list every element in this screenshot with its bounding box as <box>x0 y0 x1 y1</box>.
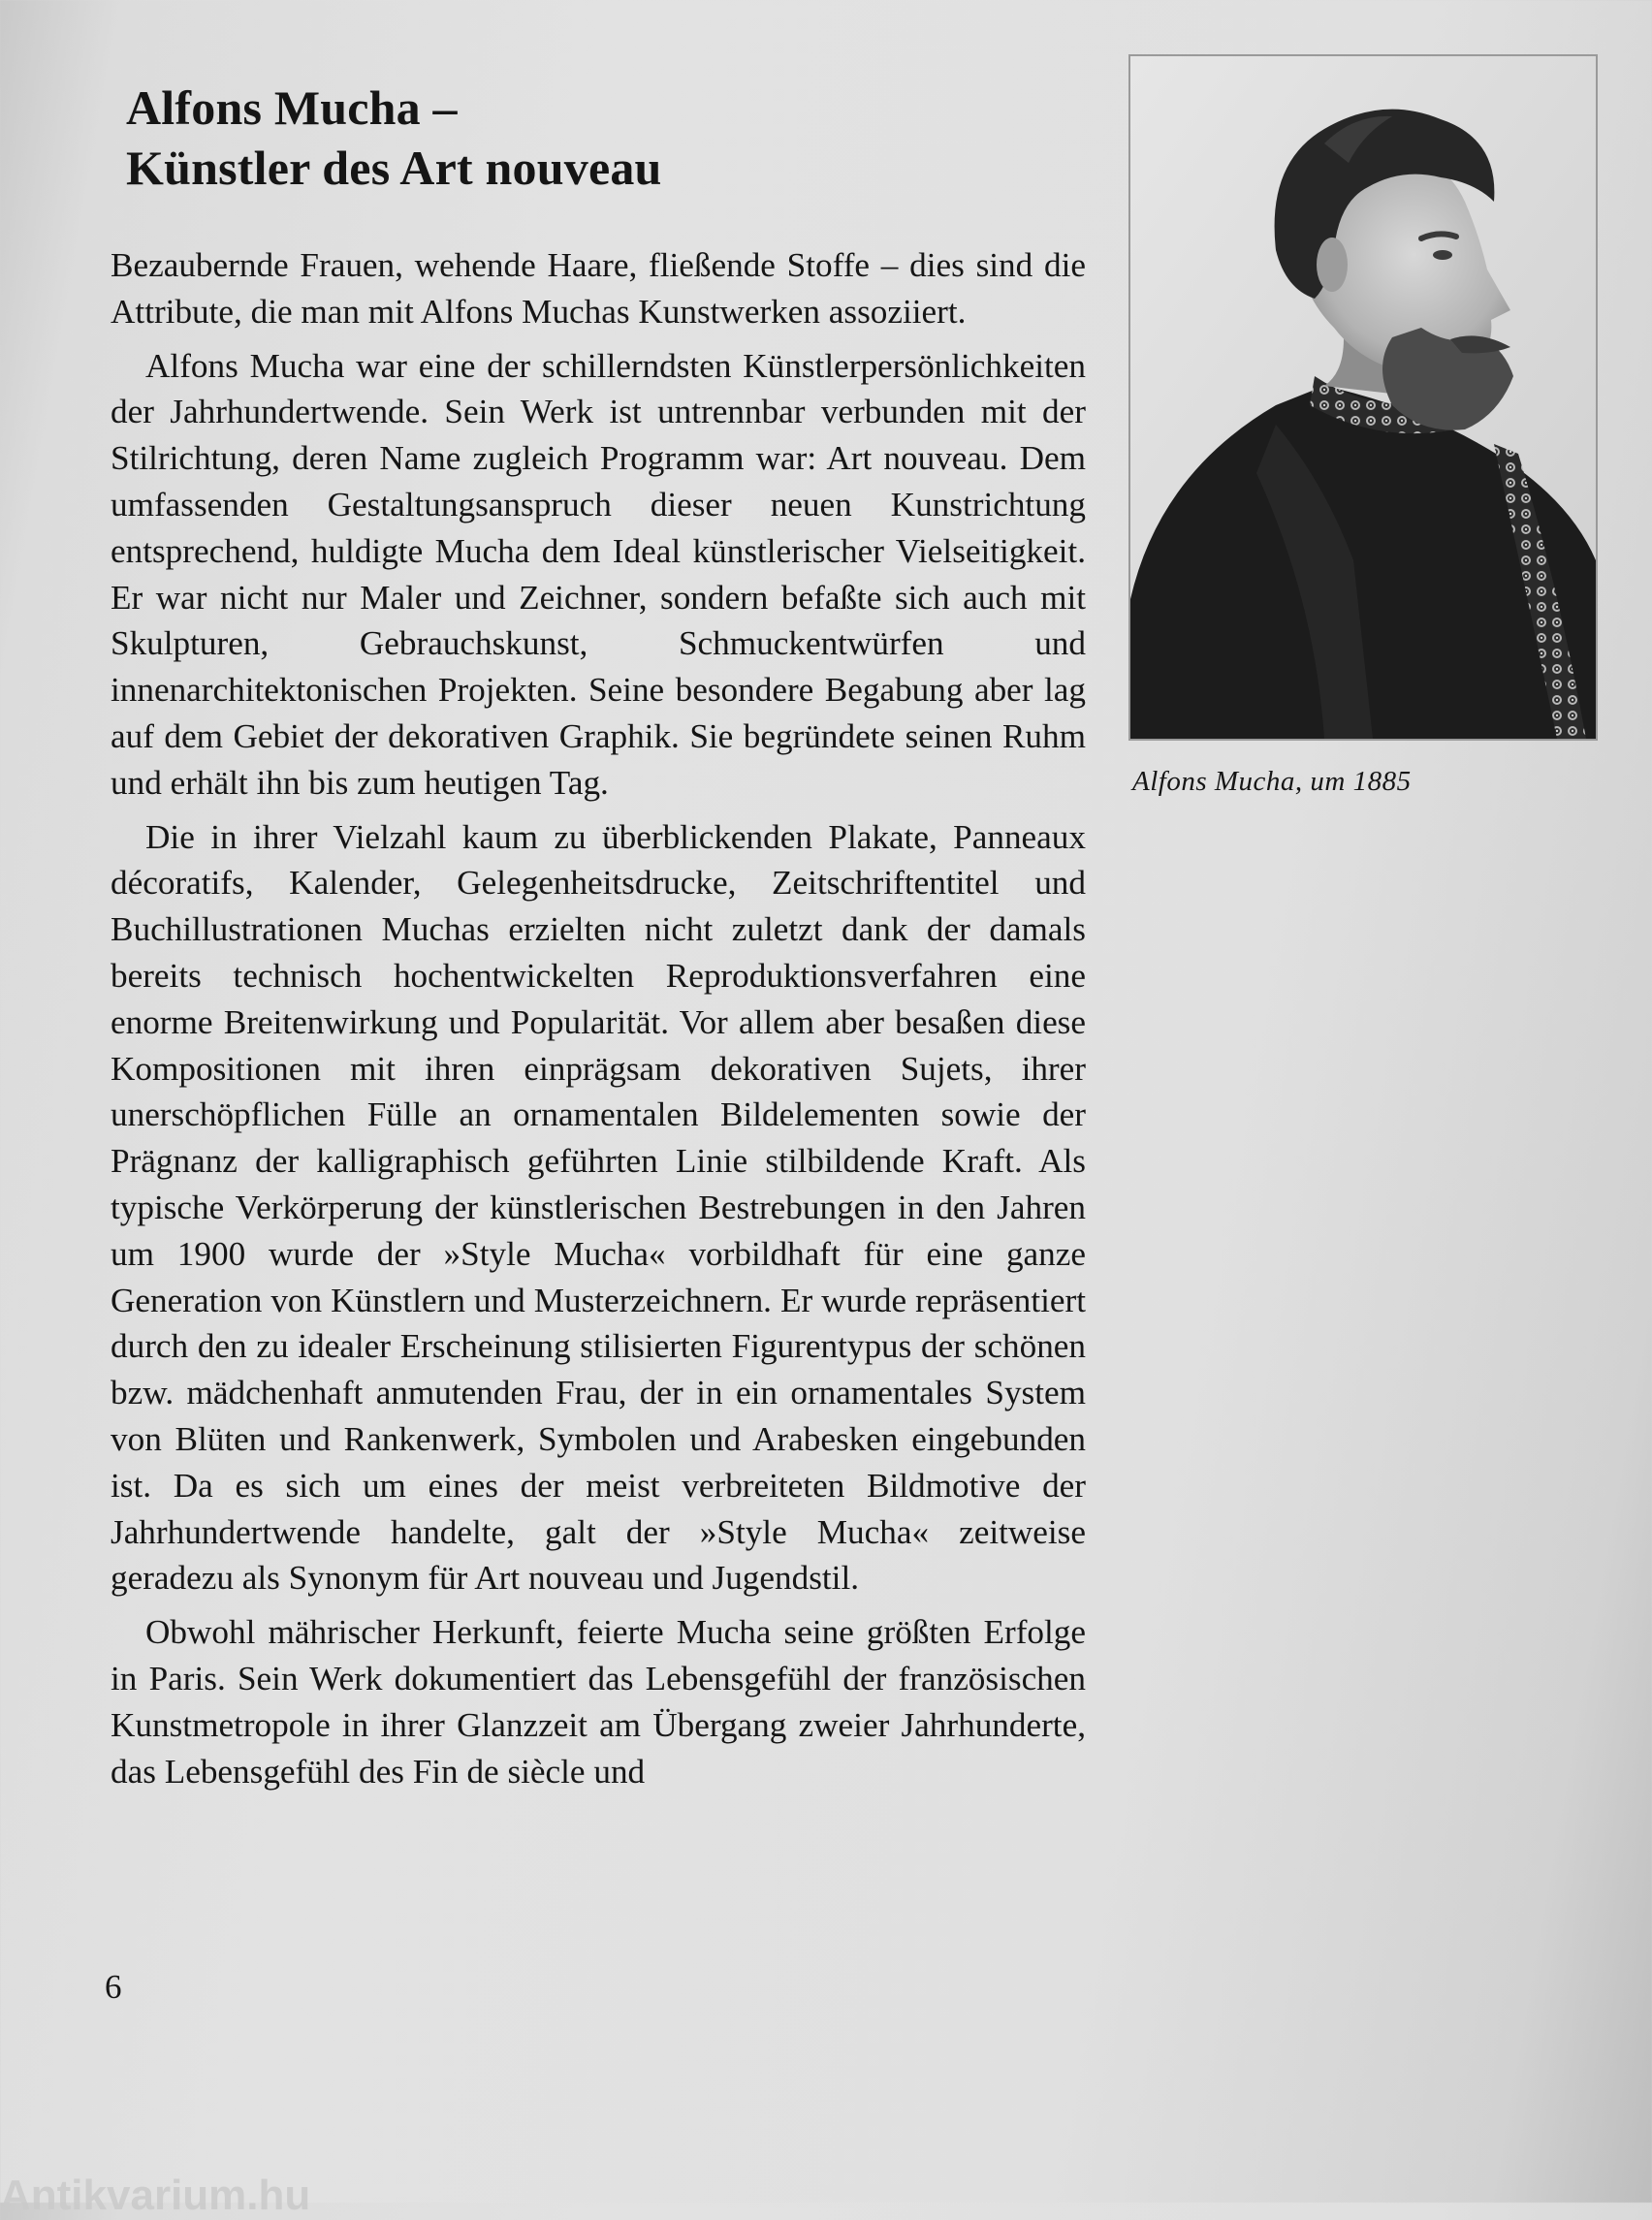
paragraph-3: Die in ihrer Vielzahl kaum zu überblickenden Plakate, Panneaux décoratifs, Kalender, Gelegenheitsdrucke, Zeitschriftentitel und Buchillustrationen Muchas erzielten nicht zuletzt dank der damals bereits technisch hochentwickelten Reproduktionsverfahren eine enorme Breitenwirkung und Popularität. Vor allem aber besaßen diese Kompositionen mit ihren einprägsam dekorativen Sujets, ihrer unerschöpflichen Fülle an ornamentalen Bildelementen sowie der Prägnanz der kalligraphisch geführten Linie stilbildende Kraft. Als typische Verkörperung der künstlerischen Bestrebungen in den Jahren um 1900 wurde der »Style Mucha« vorbildhaft für eine ganze Generation von Künstlern und Musterzeichnern. Er wurde repräsentiert durch den zu idealer Erscheinung stilisierten Figurentypus der schönen bzw. mädchenhaft anmutenden Frau, der in ein ornamentales System von Blüten und Rankenwerk, Symbolen und Arabesken eingebunden ist. Da es sich um eines der meist verbreiteten Bildmotive der Jahrhundertwende handelte, galt der »Style Mucha« zeitweise geradezu als Synonym für Art nouveau und Jugendstil. <box>111 817 1086 1598</box>
watermark-text: Antikvarium.hu <box>0 2172 311 2219</box>
title-line-1: Alfons Mucha – <box>126 80 458 135</box>
photo-caption: Alfons Mucha, um 1885 <box>1132 766 1412 797</box>
paragraph-2: Alfons Mucha war eine der schillerndsten Künstlerpersönlichkeiten der Jahrhundertwende. Sein Werk ist untrennbar verbunden mit der Stilrichtung, deren Name zugleich Programm war: Art nouveau. Dem umfassenden Gestaltungsanspruch dieser neuen Kunstrichtung entsprechend, huldigte Mucha dem Ideal künstlerischer Vielseitigkeit. Er war nicht nur Maler und Zeichner, sondern befaßte sich auch mit Skulpturen, Gebrauchskunst, Schmuckentwürfen und innenarchitektonischen Projekten. Seine besondere Begabung aber lag auf dem Gebiet der dekorativen Graphik. Sie begründete seinen Ruhm und erhält ihn bis zum heutigen Tag. <box>111 346 1086 802</box>
paragraph-1: Bezaubernde Frauen, wehende Haare, fließende Stoffe – dies sind die Attribute, die man mit Alfons Muchas Kunstwerken assoziiert. <box>111 246 1086 331</box>
article-body <box>111 242 1086 1802</box>
portrait-illustration <box>1130 56 1596 739</box>
page-number: 6 <box>105 1968 122 2006</box>
paragraph-4: Obwohl mährischer Herkunft, feierte Mucha seine größten Erfolge in Paris. Sein Werk dokumentiert das Lebensgefühl der französischen Kunstmetropole in ihrer Glanzzeit am Übergang zweier Jahrhunderte, das Lebensgefühl des Fin de siècle und <box>111 1613 1086 1791</box>
portrait-photo <box>1128 54 1598 741</box>
page-title <box>126 78 662 198</box>
title-line-2: Künstler des Art nouveau <box>126 141 662 195</box>
